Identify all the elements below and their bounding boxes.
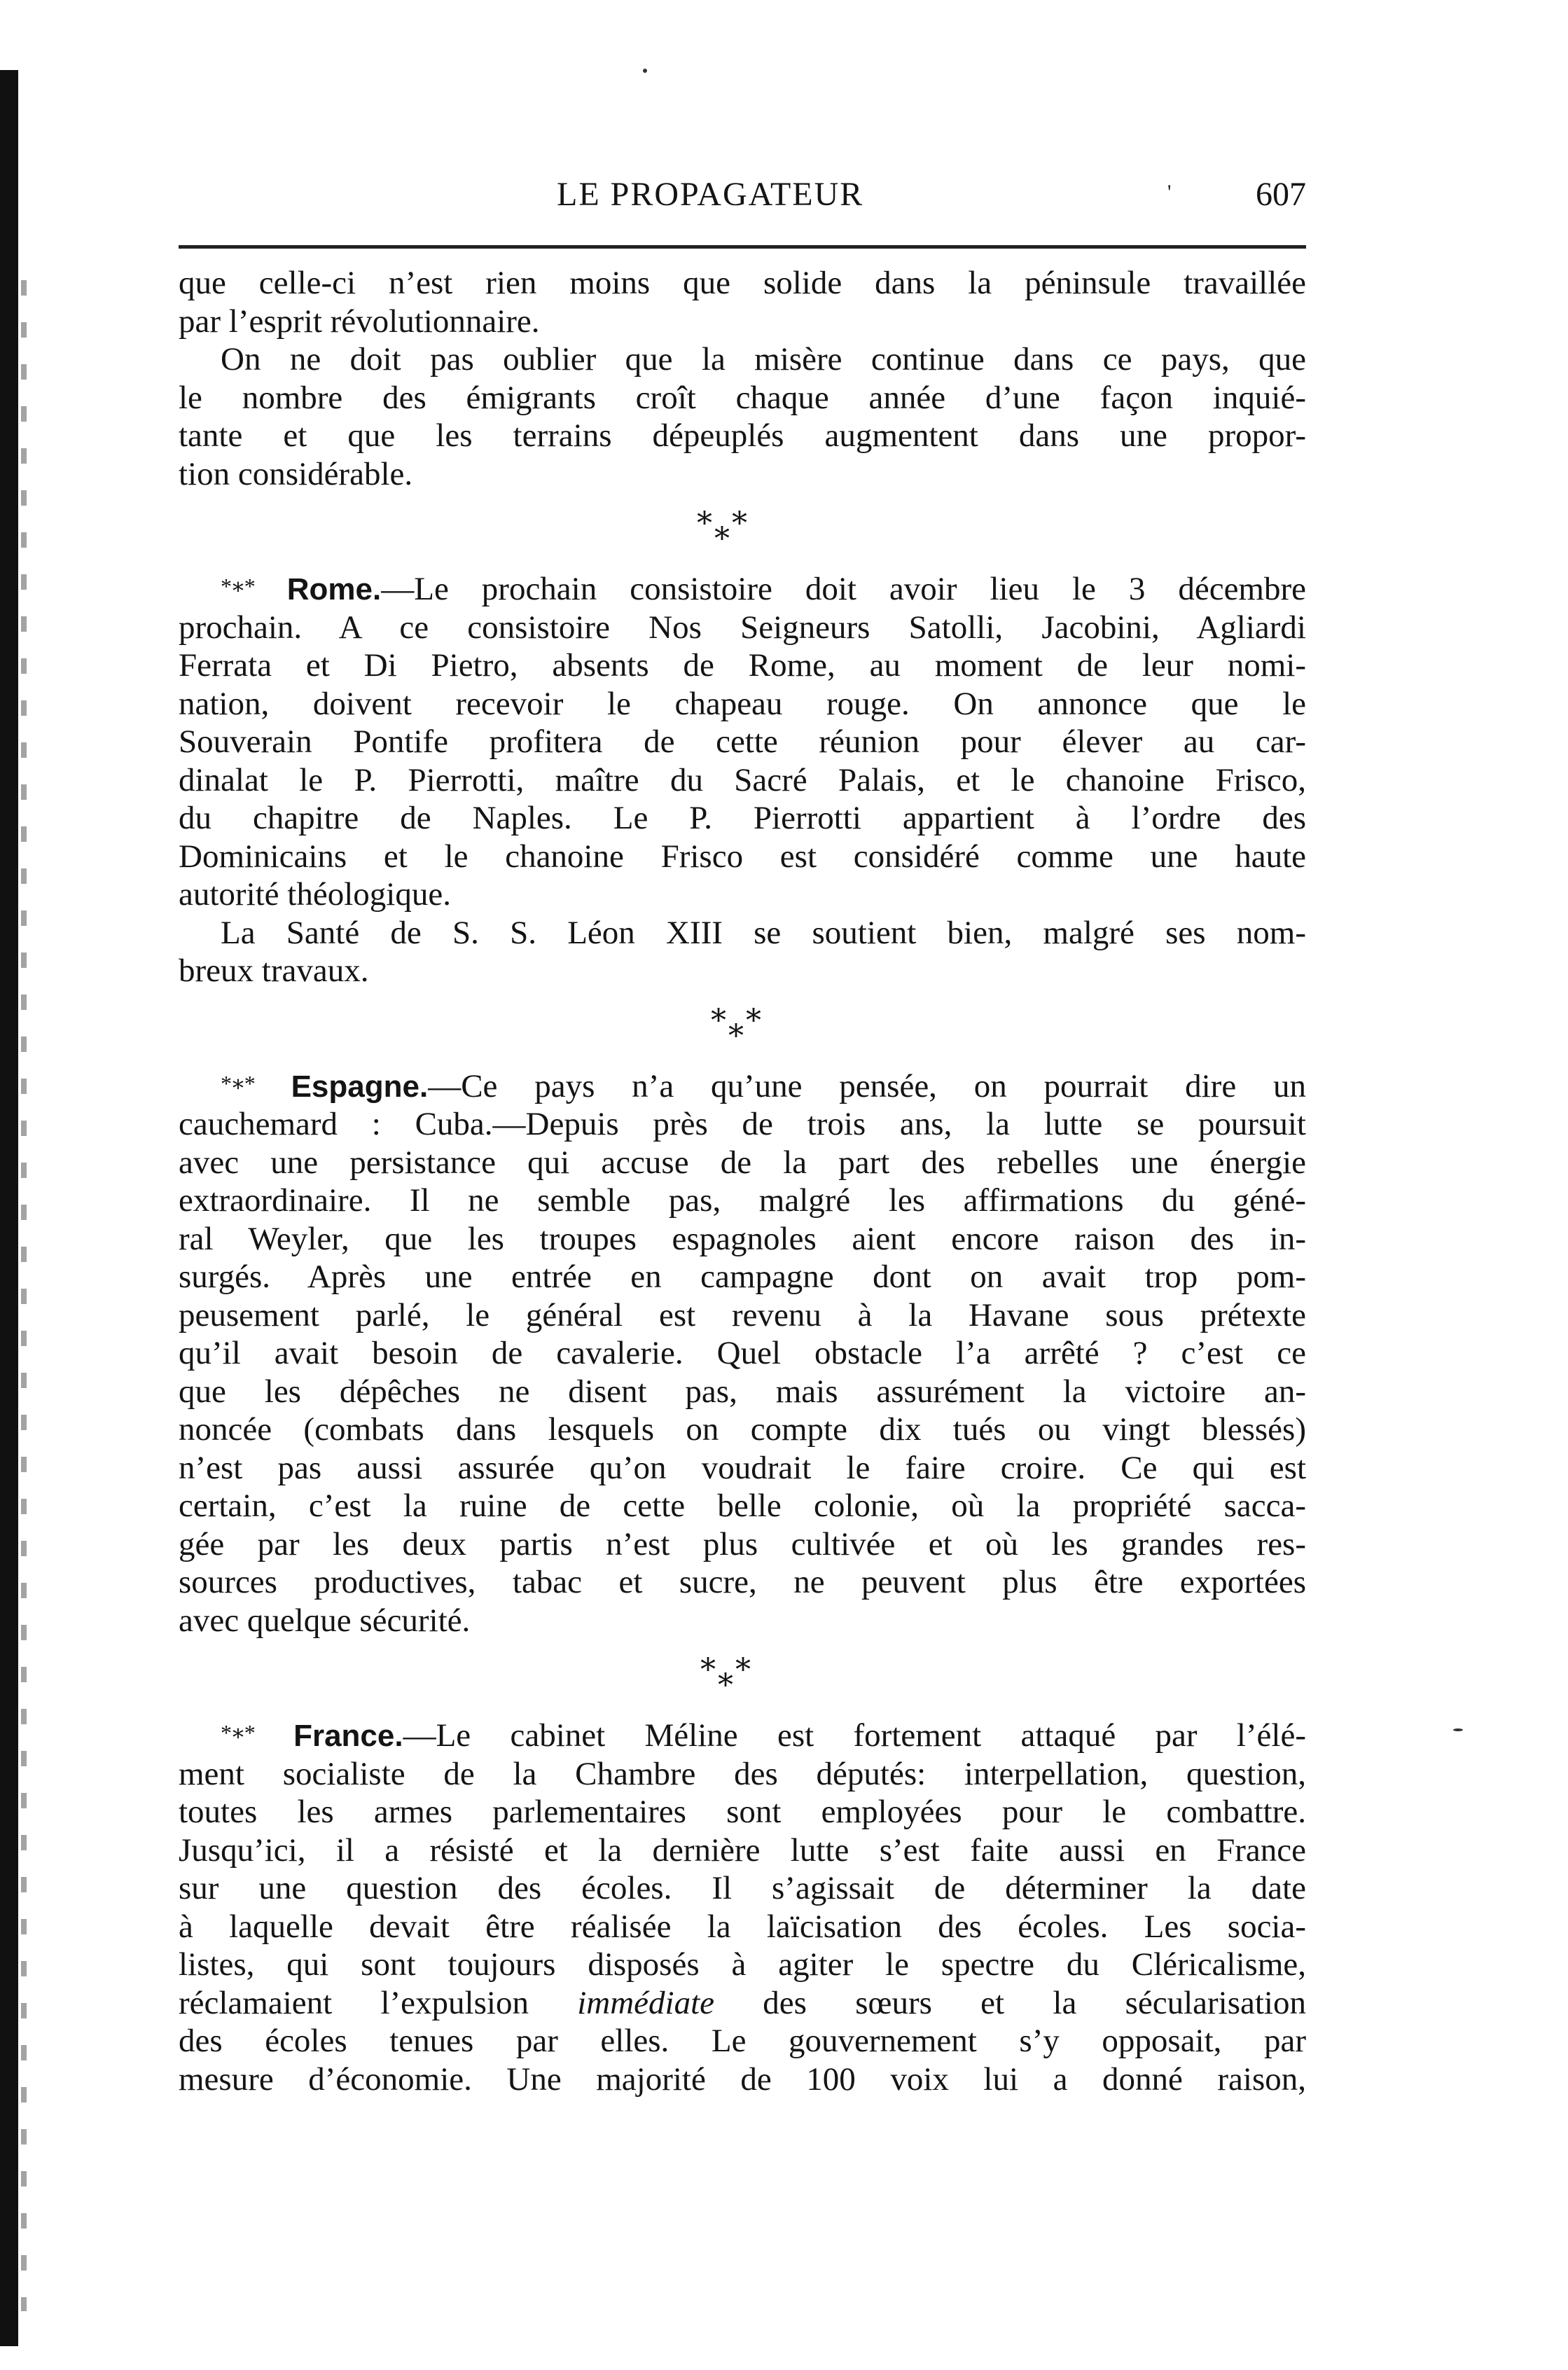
asterism-star: * — [714, 521, 730, 557]
text-line: sur une question des écoles. Il s’agissait de déterminer la date — [179, 1870, 1306, 1906]
text-line: autorité théologique. — [179, 876, 451, 913]
section-mark: *∗* — [221, 1720, 254, 1745]
text-line: toutes les armes parlementaires sont employées pour le combattre. — [179, 1794, 1306, 1830]
text-line: cauchemard : Cuba.—Depuis près de trois ans, la lutte se poursuit — [179, 1106, 1306, 1142]
print-speck — [1453, 1728, 1463, 1731]
text-line: breux travaux. — [179, 952, 369, 989]
section-first-line — [179, 570, 1306, 609]
text-line: La Santé de S. S. Léon XIII se soutient bien, malgré ses nom- — [221, 914, 1306, 951]
text-line: gée par les deux partis n’est plus cultivée et où les grandes res- — [179, 1525, 1306, 1562]
asterism-star: * — [697, 506, 712, 541]
journal-title: LE PROPAGATEUR — [557, 176, 864, 213]
text-line: qu’il avait besoin de cavalerie. Quel obstacle l’a arrêté ? c’est ce — [179, 1335, 1306, 1371]
section-first-line — [179, 1067, 1306, 1106]
section-asterism — [179, 990, 1306, 1067]
text-line: sources productives, tabac et sucre, ne peuvent plus être exportées — [179, 1564, 1306, 1600]
text-fragment: —Le cabinet Méline est fortement attaqué par l’élé- — [403, 1717, 1306, 1754]
text-line: que celle-ci n’est rien moins que solide dans la péninsule travaillée — [179, 265, 1306, 301]
section-mark: *∗* — [221, 1070, 254, 1096]
text-line: listes, qui sont toujours disposés à agiter le spectre du Cléricalisme, — [179, 1946, 1306, 1983]
text-line: à laquelle devait être réalisée la laïcisation des écoles. Les socia- — [179, 1908, 1306, 1945]
text-line: Ferrata et Di Pietro, absents de Rome, au moment de leur nomi- — [179, 647, 1306, 684]
asterism-star: * — [746, 1002, 761, 1039]
text-line: ment socialiste de la Chambre des députés: interpellation, question, — [179, 1755, 1306, 1792]
article-text — [179, 264, 1306, 2098]
page-content — [179, 168, 1306, 2098]
page-binding-shadow — [21, 280, 27, 2311]
text-line: mesure d’économie. Une majorité de 100 voix lui a donné raison, — [179, 2060, 1306, 2098]
text-line: n’est pas aussi assurée qu’on voudrait le faire croire. Ce qui est — [179, 1449, 1306, 1486]
text-line: que les dépêches ne disent pas, mais assurément la victoire an- — [179, 1373, 1306, 1410]
running-head — [179, 168, 1306, 217]
text-fragment: réclamaient l’expulsion — [179, 1984, 578, 2021]
text-line: On ne doit pas oublier que la misère continue dans ce pays, que — [221, 341, 1306, 377]
asterism-star: * — [711, 1002, 726, 1039]
section-heading-france: France. — [293, 1719, 403, 1753]
section-asterism — [179, 493, 1306, 570]
section-asterism — [179, 1640, 1306, 1717]
text-line: du chapitre de Naples. Le P. Pierrotti appartient à l’ordre des — [179, 800, 1306, 836]
text-fragment: —Le prochain consistoire doit avoir lieu le 3 décembre — [381, 571, 1307, 607]
asterism-star: * — [735, 1652, 751, 1688]
section-heading-rome: Rome. — [286, 572, 382, 607]
text-line: extraordinaire. Il ne semble pas, malgré les affirmations du géné- — [179, 1182, 1306, 1219]
section-heading-espagne: Espagne. — [291, 1069, 429, 1104]
text-fragment: des sœurs et la sécularisation — [714, 1984, 1306, 2021]
text-line: certain, c’est la ruine de cette belle colonie, où la propriété sacca- — [179, 1488, 1306, 1524]
text-line: Dominicains et le chanoine Frisco est considéré comme une haute — [179, 838, 1306, 875]
asterism-star: * — [718, 1668, 733, 1703]
asterism-star: * — [700, 1652, 716, 1688]
page-number: 607 — [1256, 176, 1306, 213]
section-first-line — [179, 1717, 1306, 1755]
text-line: surgés. Après une entrée en campagne dont on avait trop pom- — [179, 1259, 1306, 1295]
text-line: prochain. A ce consistoire Nos Seigneurs Satolli, Jacobini, Agliardi — [179, 609, 1306, 646]
text-line: peusement parlé, le général est revenu à la Havane sous prétexte — [179, 1296, 1306, 1333]
running-head-tick: ' — [1167, 181, 1172, 204]
text-line: Souverain Pontife profitera de cette réunion pour élever au car- — [179, 723, 1306, 760]
text-line: nation, doivent recevoir le chapeau rouge. On annonce que le — [179, 685, 1306, 722]
asterism-star: * — [728, 1018, 744, 1054]
text-line: noncée (combats dans lesquels on compte dix tués ou vingt blessés) — [179, 1411, 1306, 1448]
text-line: avec une persistance qui accuse de la part des rebelles une énergie — [179, 1144, 1306, 1181]
text-line: des écoles tenues par elles. Le gouvernement s’y opposait, par — [179, 2023, 1306, 2059]
text-line: tante et que les terrains dépeuplés augmentent dans une propor- — [179, 417, 1306, 454]
text-line: le nombre des émigrants croît chaque année d’une façon inquié- — [179, 379, 1306, 416]
text-line: avec quelque sécurité. — [179, 1602, 471, 1639]
asterism-star: * — [732, 506, 747, 541]
text-fragment: —Ce pays n’a qu’une pensée, on pourrait dire un — [428, 1067, 1307, 1104]
page-binding-edge — [0, 70, 18, 2346]
section-mark: *∗* — [221, 574, 254, 599]
text-line: dinalat le P. Pierrotti, maître du Sacré Palais, et le chanoine Frisco, — [179, 761, 1306, 798]
italic-word: immédiate — [577, 1984, 715, 2021]
text-line: par l’esprit révolutionnaire. — [179, 303, 540, 340]
print-speck — [643, 69, 647, 73]
text-line: tion considérable. — [179, 455, 413, 492]
text-line: Jusqu’ici, il a résisté et la dernière lutte s’est faite aussi en France — [179, 1831, 1306, 1869]
header-rule — [179, 245, 1306, 249]
text-line-with-italic — [179, 1984, 1306, 2023]
text-line: ral Weyler, que les troupes espagnoles aient encore raison des in- — [179, 1220, 1306, 1257]
